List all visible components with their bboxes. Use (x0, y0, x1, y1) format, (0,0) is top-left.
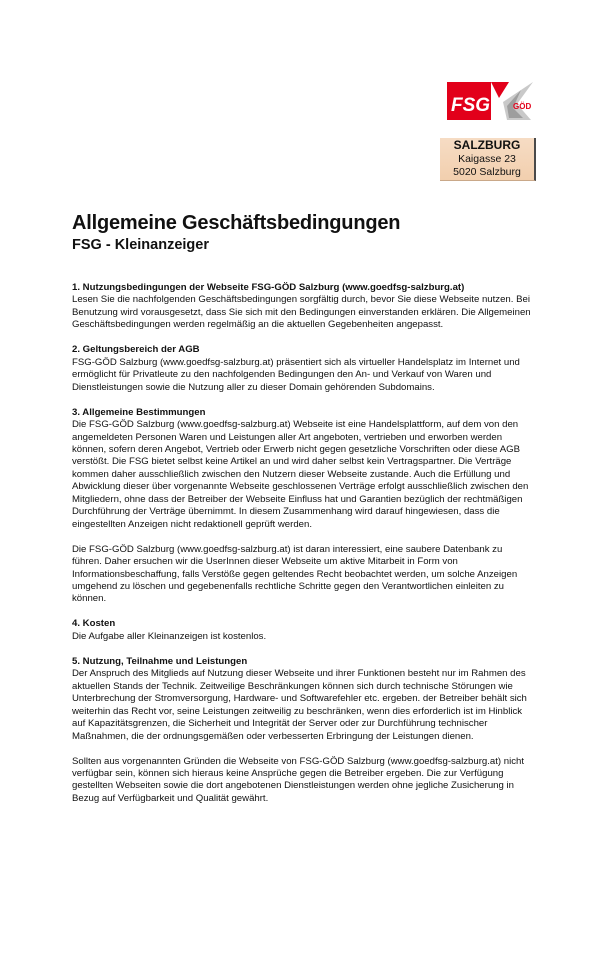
section-heading: 3. Allgemeine Bestimmungen (72, 406, 206, 418)
section-paragraph: Der Anspruch des Mitglieds auf Nutzung dieser Webseite und ihrer Funktionen besteht nur im Rahmen des aktuellen Stands der Technik. Zeitweilige Beschränkungen können sich durch technische Störungen wie Unterbrechung der Stromversorgung, Hardware- und Softwarefehler etc. ergeben. der Betreiber behält sich weiterhin das Recht vor, seine Leistungen zeitweilig zu beschränken, wenn dies erforderlich ist im Hinblick auf Kapazitätsgrenzen, die Sicherheit und Integrität der Server oder zur Durchführung technischer Maßnahmen, die der ordnungsgemäßen oder verbesserten Erbringung der Leistungen dienen. (72, 668, 527, 742)
section-2 (72, 344, 534, 394)
page-subtitle: FSG - Kleinanzeiger (72, 237, 209, 253)
fsg-goed-logo (447, 80, 537, 124)
section-paragraph: Lesen Sie die nachfolgenden Geschäftsbedingungen sorgfältig durch, bevor Sie diese Webseite nutzen. Bei Benutzung wird vorausgesetzt, dass Sie sich mit den Bedingungen einverstanden erklären. Die Allgemeinen Geschäftsbedingungen werden regelmäßig an die aktuellen Gegebenheiten angepasst. (72, 294, 531, 331)
section-4 (72, 618, 534, 643)
address-street: Kaigasse 23 (458, 153, 516, 165)
section-paragraph: FSG-GÖD Salzburg (www.goedfsg-salzburg.at) präsentiert sich als virtueller Handelsplatz im Internet und ermöglicht für Privatleute zu den nachfolgenden Bedingungen den An- und Verkauf von Waren und Dienstleistungen sowie die Nutzung aller zu dieser Domain gehörenden Subdomains. (72, 356, 520, 393)
page-title: Allgemeine Geschäftsbedingungen (72, 212, 401, 234)
section-paragraph: Die FSG-GÖD Salzburg (www.goedfsg-salzburg.at) Webseite ist eine Handelsplattform, auf dem von den angemeldeten Personen Waren und Leistungen aller Art angeboten, vertrieben und erworben werden können, sofern deren Angebot, Vertrieb oder Erwerb nicht gegen gesetzliche Vorschriften oder diese AGB verstößt. Die FSG bietet selbst keine Artikel an und wird daher selbst kein Vertragspartner. Die Verträge kommen daher ausschließlich zwischen den Nutzern dieser Webseite zustande. Auch die Erfüllung und Abwicklung dieser über vorgenannte Webseite geschlossenen Verträge erfolgt ausschließlich zwischen den Mitgliedern, ohne dass der Betreiber der Webseite Einfluss hat und Garantien bezüglich der rechtmäßigen Durchführung der Verträge übernimmt. In diesem Zusammenhang wird darauf hingewiesen, dass die eingestellten Anzeigen nicht redaktionell geprüft werden. (72, 419, 529, 530)
address-city: SALZBURG (453, 138, 521, 152)
section-5 (72, 656, 534, 805)
section-3 (72, 407, 534, 606)
section-heading: 5. Nutzung, Teilnahme und Leistungen (72, 655, 248, 667)
logo-text: FSG (451, 95, 491, 116)
address-zip-city: 5020 Salzburg (453, 166, 521, 178)
section-heading: 4. Kosten (72, 618, 116, 630)
section-heading: 2. Geltungsbereich der AGB (72, 344, 200, 356)
section-1 (72, 282, 534, 332)
logo-sub-text: GÖD (513, 102, 532, 111)
terms-content (72, 282, 534, 818)
address-box (440, 138, 536, 181)
section-paragraph: Die Aufgabe aller Kleinanzeigen ist kostenlos. (72, 630, 267, 642)
section-paragraph: Die FSG-GÖD Salzburg (www.goedfsg-salzburg.at) ist daran interessiert, eine saubere Datenbank zu führen. Daher ersuchen wir die UserInnen dieser Webseite um aktive Mitarbeit in Form von Informationsbeschaffung, falls Verstöße gegen geltendes Recht beobachtet werden, um solche Anzeigen umgehend zu löschen und gegebenenfalls rechtliche Schritte gegen den Verantwortlichen einleiten zu können. (72, 543, 518, 605)
logo-graphic (447, 80, 537, 124)
section-paragraph: Sollten aus vorgenannten Gründen die Webseite von FSG-GÖD Salzburg (www.goedfsg-salzburg.at) nicht verfügbar sein, können sich hieraus keine Ansprüche gegen die Betreiber ergeben. Die zur Verfügung gestellten Webseiten sowie die dort angebotenen Dienstleistungen werden ohne jegliche Zusicherung in Bezug auf Verfügbarkeit und Qualität gewährt. (72, 755, 525, 804)
section-heading: 1. Nutzungsbedingungen der Webseite FSG-GÖD Salzburg (www.goedfsg-salzburg.at) (72, 282, 465, 293)
